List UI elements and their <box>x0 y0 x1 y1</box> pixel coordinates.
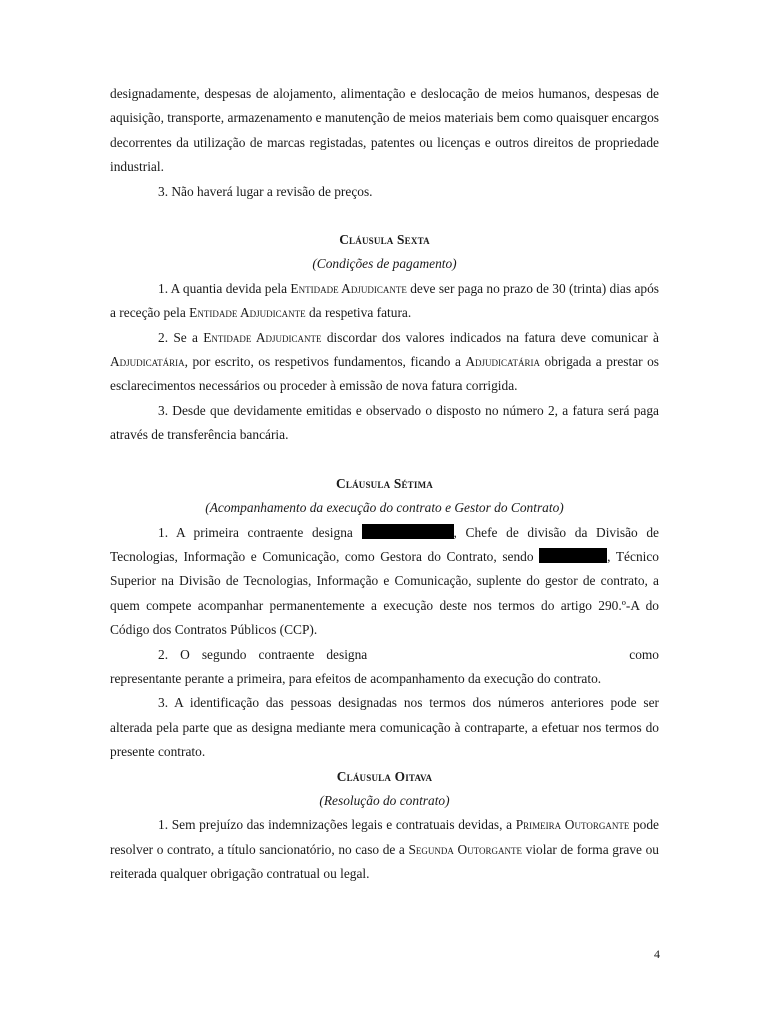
clause-eighth-subtitle: (Resolução do contrato) <box>319 792 450 808</box>
term-adjudicataria: Adjudicatária <box>110 354 185 370</box>
term-primeira-outorgante: Primeira Outorgante <box>515 817 630 833</box>
text-run: 1. Sem prejuízo das indemnizações legais e contratuais devidas, a <box>158 817 516 833</box>
text-run: como representante perante a primeira, para efeitos de acompanhamento da execução do contrato. <box>110 646 659 686</box>
text-run: , por escrito, os respetivos fundamentos, ficando a <box>184 354 466 370</box>
clause-sixth-paragraph-3: 3. Desde que devidamente emitidas e observado o disposto no número 2, a fatura será paga através de transferência bancária. <box>110 402 659 443</box>
term-segunda-outorgante: Segunda Outorgante <box>408 841 523 857</box>
clause-seventh-paragraph-3: 3. A identificação das pessoas designadas nos termos dos números anteriores pode ser alterada pela parte que as designa mediante mera comunicação à contraparte, a efetuar nos termos do presente contrato. <box>110 695 659 760</box>
clause-eighth-paragraph-1 <box>110 813 659 886</box>
text-run: pode resolver o contrato, a título sancionatório, no caso de a <box>110 817 659 857</box>
text-run: , Técnico Superior na Divisão de Tecnologias, Informação e Comunicação, suplente do gestor de contrato, a quem compete acompanhar permanentemente a execução deste nos termos do artigo 290.º-A do Código dos Contratos Públicos (CCP). <box>110 548 660 638</box>
redaction-box <box>539 548 607 563</box>
paragraph-price-revision: 3. Não haverá lugar a revisão de preços. <box>158 183 373 199</box>
text-run: violar de forma grave ou reiterada qualquer obrigação contratual ou legal. <box>110 841 659 882</box>
text-run: da respetiva fatura. <box>305 305 412 321</box>
clause-sixth-title: Cláusula Sexta <box>339 232 430 248</box>
clause-seventh-subtitle: (Acompanhamento da execução do contrato e Gestor do Contrato) <box>205 500 564 516</box>
clause-sixth-paragraph-1 <box>110 277 659 326</box>
text-run: 1. A primeira contraente designa <box>158 524 362 540</box>
text-run: deve ser paga no prazo de 30 (trinta) dias após a receção pela <box>110 280 659 321</box>
text-run: , Chefe de divisão da Divisão de Tecnologias, Informação e Comunicação, como Gestora do Contrato, sendo <box>110 524 659 564</box>
text-run: discordar dos valores indicados na fatura deve comunicar à <box>321 329 659 345</box>
paragraph-continuation: designadamente, despesas de alojamento, alimentação e deslocação de meios humanos, despesas de aquisição, transporte, armazenamento e manutenção de meios materiais bem como quaisquer encargos decorrentes da utilização de marcas registadas, patentes ou licenças e outros direitos de propriedade industrial. <box>110 86 659 175</box>
body-text <box>110 82 659 887</box>
text-run: obrigada a prestar os esclarecimentos necessários ou proceder à emissão de nova fatura corrigida. <box>110 354 659 394</box>
text-run: 2. Se a <box>158 329 204 345</box>
term-entidade-adjudicante: Entidade Adjudicante <box>203 329 322 345</box>
term-entidade-adjudicante: Entidade Adjudicante <box>290 280 407 296</box>
clause-seventh-paragraph-2 <box>110 643 659 692</box>
term-entidade-adjudicante: Entidade Adjudicante <box>189 305 306 321</box>
clause-seventh-title: Cláusula Sétima <box>336 475 433 491</box>
clause-sixth-paragraph-2 <box>110 326 659 399</box>
clause-sixth-subtitle: (Condições de pagamento) <box>312 256 457 272</box>
term-adjudicataria: Adjudicatária <box>465 354 541 370</box>
text-run: 1. A quantia devida pela <box>158 280 291 296</box>
text-run: 2. O segundo contraente designa <box>158 646 368 662</box>
page-number: 4 <box>654 947 660 961</box>
clause-seventh-paragraph-1 <box>110 521 659 643</box>
redaction-box <box>362 524 454 539</box>
clause-eighth-title: Cláusula Oitava <box>336 768 433 784</box>
